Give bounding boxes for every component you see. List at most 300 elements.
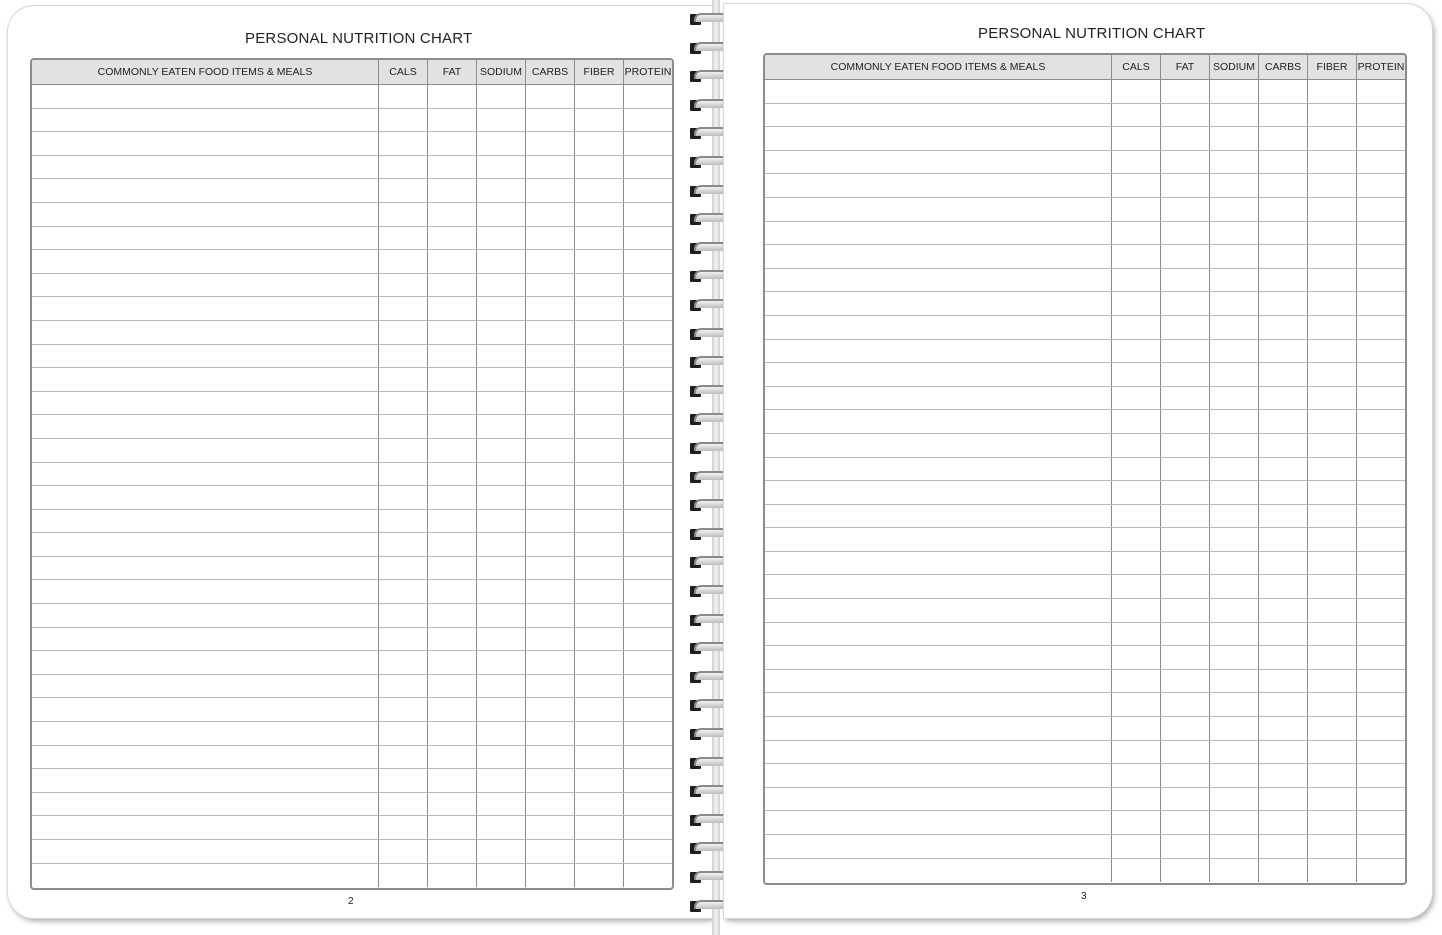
table-cell bbox=[765, 410, 1112, 433]
table-cell bbox=[1357, 646, 1405, 669]
table-cell bbox=[1210, 104, 1259, 127]
table-cell bbox=[1357, 859, 1405, 883]
table-cell bbox=[526, 392, 575, 415]
table-cell bbox=[1259, 741, 1308, 764]
table-cell bbox=[32, 628, 379, 651]
table-cell bbox=[1308, 222, 1357, 245]
table-cell bbox=[624, 816, 672, 839]
nutrition-table bbox=[763, 53, 1407, 885]
table-cell bbox=[1357, 198, 1405, 221]
table-row bbox=[32, 628, 672, 652]
table-cell bbox=[477, 368, 526, 391]
table-cell bbox=[428, 651, 477, 674]
table-cell bbox=[1210, 481, 1259, 504]
table-cell bbox=[477, 604, 526, 627]
table-cell bbox=[624, 722, 672, 745]
right-page bbox=[724, 4, 1432, 918]
table-cell bbox=[526, 864, 575, 888]
table-cell bbox=[1112, 528, 1161, 551]
table-row bbox=[32, 722, 672, 746]
column-header-fat: FAT bbox=[1161, 55, 1210, 79]
table-row bbox=[32, 746, 672, 770]
table-cell bbox=[32, 179, 379, 202]
table-cell bbox=[765, 387, 1112, 410]
table-cell bbox=[526, 203, 575, 226]
table-cell bbox=[575, 533, 624, 556]
table-cell bbox=[1161, 80, 1210, 103]
table-cell bbox=[526, 698, 575, 721]
table-cell bbox=[428, 392, 477, 415]
table-row bbox=[765, 458, 1405, 482]
table-cell bbox=[765, 788, 1112, 811]
table-cell bbox=[379, 109, 428, 132]
table-cell bbox=[526, 722, 575, 745]
table-cell bbox=[1112, 410, 1161, 433]
table-cell bbox=[1357, 316, 1405, 339]
table-cell bbox=[379, 722, 428, 745]
table-row bbox=[32, 368, 672, 392]
table-body bbox=[32, 85, 672, 888]
table-cell bbox=[1161, 269, 1210, 292]
table-cell bbox=[32, 250, 379, 273]
table-cell bbox=[1259, 245, 1308, 268]
table-cell bbox=[1112, 835, 1161, 858]
table-row bbox=[32, 793, 672, 817]
table-cell bbox=[624, 179, 672, 202]
page-number: 3 bbox=[1081, 891, 1087, 902]
table-cell bbox=[1161, 575, 1210, 598]
table-cell bbox=[1161, 811, 1210, 834]
table-row bbox=[765, 835, 1405, 859]
table-cell bbox=[1308, 717, 1357, 740]
table-cell bbox=[1210, 788, 1259, 811]
table-cell bbox=[1259, 575, 1308, 598]
table-cell bbox=[1112, 623, 1161, 646]
table-cell bbox=[1161, 292, 1210, 315]
table-cell bbox=[526, 486, 575, 509]
table-cell bbox=[428, 203, 477, 226]
table-body bbox=[765, 80, 1405, 883]
table-cell bbox=[379, 651, 428, 674]
table-cell bbox=[1308, 835, 1357, 858]
table-cell bbox=[428, 486, 477, 509]
table-cell bbox=[1259, 104, 1308, 127]
table-cell bbox=[1308, 410, 1357, 433]
table-cell bbox=[624, 156, 672, 179]
table-cell bbox=[428, 274, 477, 297]
table-cell bbox=[477, 486, 526, 509]
table-cell bbox=[1210, 269, 1259, 292]
table-cell bbox=[32, 203, 379, 226]
table-cell bbox=[32, 392, 379, 415]
page-number: 2 bbox=[348, 896, 354, 907]
table-cell bbox=[1259, 693, 1308, 716]
table-cell bbox=[575, 85, 624, 108]
table-cell bbox=[379, 604, 428, 627]
table-cell bbox=[765, 269, 1112, 292]
table-cell bbox=[1210, 646, 1259, 669]
table-cell bbox=[765, 835, 1112, 858]
table-row bbox=[32, 533, 672, 557]
table-cell bbox=[1357, 458, 1405, 481]
table-cell bbox=[1357, 151, 1405, 174]
table-cell bbox=[1308, 623, 1357, 646]
table-row bbox=[765, 623, 1405, 647]
table-cell bbox=[1161, 316, 1210, 339]
table-cell bbox=[526, 769, 575, 792]
table-cell bbox=[1259, 552, 1308, 575]
table-cell bbox=[1308, 505, 1357, 528]
table-cell bbox=[575, 604, 624, 627]
table-cell bbox=[1210, 599, 1259, 622]
table-cell bbox=[1357, 127, 1405, 150]
table-cell bbox=[1259, 481, 1308, 504]
table-cell bbox=[1112, 198, 1161, 221]
table-cell bbox=[32, 368, 379, 391]
table-cell bbox=[1112, 434, 1161, 457]
table-cell bbox=[1259, 292, 1308, 315]
table-cell bbox=[428, 156, 477, 179]
table-cell bbox=[379, 698, 428, 721]
table-cell bbox=[1357, 387, 1405, 410]
table-cell bbox=[379, 533, 428, 556]
table-cell bbox=[1357, 505, 1405, 528]
table-cell bbox=[526, 580, 575, 603]
table-cell bbox=[1357, 811, 1405, 834]
table-cell bbox=[1259, 340, 1308, 363]
table-cell bbox=[624, 203, 672, 226]
table-row bbox=[765, 174, 1405, 198]
table-cell bbox=[1259, 222, 1308, 245]
table-cell bbox=[1112, 245, 1161, 268]
table-cell bbox=[765, 458, 1112, 481]
table-cell bbox=[428, 250, 477, 273]
table-cell bbox=[1161, 222, 1210, 245]
table-cell bbox=[526, 746, 575, 769]
table-cell bbox=[477, 109, 526, 132]
table-row bbox=[32, 769, 672, 793]
table-cell bbox=[477, 297, 526, 320]
table-row bbox=[765, 859, 1405, 883]
table-cell bbox=[428, 132, 477, 155]
table-row bbox=[765, 127, 1405, 151]
table-cell bbox=[379, 840, 428, 863]
table-cell bbox=[765, 481, 1112, 504]
table-row bbox=[32, 321, 672, 345]
table-cell bbox=[32, 769, 379, 792]
table-cell bbox=[1259, 717, 1308, 740]
table-cell bbox=[765, 127, 1112, 150]
table-cell bbox=[1210, 174, 1259, 197]
table-cell bbox=[428, 439, 477, 462]
table-cell bbox=[32, 816, 379, 839]
table-cell bbox=[1161, 599, 1210, 622]
table-cell bbox=[1161, 458, 1210, 481]
table-cell bbox=[1259, 174, 1308, 197]
table-cell bbox=[765, 222, 1112, 245]
table-row bbox=[32, 816, 672, 840]
table-cell bbox=[575, 793, 624, 816]
table-cell bbox=[1161, 505, 1210, 528]
table-row bbox=[765, 670, 1405, 694]
table-cell bbox=[526, 85, 575, 108]
table-cell bbox=[1308, 552, 1357, 575]
table-cell bbox=[1259, 670, 1308, 693]
table-cell bbox=[1210, 387, 1259, 410]
table-cell bbox=[379, 203, 428, 226]
table-cell bbox=[32, 510, 379, 533]
table-cell bbox=[1112, 127, 1161, 150]
table-cell bbox=[1308, 80, 1357, 103]
table-cell bbox=[765, 151, 1112, 174]
table-cell bbox=[1259, 316, 1308, 339]
table-cell bbox=[575, 227, 624, 250]
table-cell bbox=[575, 250, 624, 273]
table-cell bbox=[1210, 363, 1259, 386]
table-row bbox=[765, 363, 1405, 387]
table-cell bbox=[1210, 458, 1259, 481]
table-cell bbox=[477, 250, 526, 273]
table-cell bbox=[624, 864, 672, 888]
table-cell bbox=[1112, 174, 1161, 197]
table-cell bbox=[428, 722, 477, 745]
table-cell bbox=[575, 840, 624, 863]
table-cell bbox=[575, 132, 624, 155]
table-row bbox=[32, 698, 672, 722]
table-cell bbox=[575, 864, 624, 888]
table-cell bbox=[1357, 222, 1405, 245]
table-cell bbox=[428, 580, 477, 603]
table-cell bbox=[477, 698, 526, 721]
table-row bbox=[32, 274, 672, 298]
table-cell bbox=[765, 198, 1112, 221]
table-cell bbox=[1112, 717, 1161, 740]
table-cell bbox=[1308, 528, 1357, 551]
table-row bbox=[32, 580, 672, 604]
table-cell bbox=[1308, 458, 1357, 481]
table-cell bbox=[379, 580, 428, 603]
table-cell bbox=[1161, 835, 1210, 858]
table-cell bbox=[1259, 410, 1308, 433]
table-cell bbox=[575, 392, 624, 415]
table-cell bbox=[1161, 245, 1210, 268]
table-cell bbox=[477, 392, 526, 415]
table-cell bbox=[1259, 646, 1308, 669]
table-row bbox=[32, 463, 672, 487]
table-cell bbox=[575, 439, 624, 462]
table-cell bbox=[1112, 811, 1161, 834]
table-cell bbox=[1112, 646, 1161, 669]
table-cell bbox=[575, 415, 624, 438]
table-cell bbox=[624, 321, 672, 344]
table-cell bbox=[1308, 481, 1357, 504]
table-cell bbox=[1112, 222, 1161, 245]
table-cell bbox=[1161, 127, 1210, 150]
table-cell bbox=[1357, 104, 1405, 127]
table-cell bbox=[477, 675, 526, 698]
table-cell bbox=[1210, 316, 1259, 339]
table-cell bbox=[526, 510, 575, 533]
table-cell bbox=[477, 746, 526, 769]
table-row bbox=[765, 788, 1405, 812]
table-cell bbox=[428, 864, 477, 888]
table-cell bbox=[526, 533, 575, 556]
table-cell bbox=[1308, 151, 1357, 174]
table-cell bbox=[1259, 127, 1308, 150]
table-row bbox=[765, 646, 1405, 670]
table-cell bbox=[1161, 717, 1210, 740]
table-cell bbox=[624, 769, 672, 792]
table-cell bbox=[428, 227, 477, 250]
table-cell bbox=[477, 864, 526, 888]
table-cell bbox=[765, 245, 1112, 268]
table-cell bbox=[765, 741, 1112, 764]
table-cell bbox=[1210, 127, 1259, 150]
table-cell bbox=[526, 321, 575, 344]
table-cell bbox=[526, 345, 575, 368]
table-cell bbox=[1210, 151, 1259, 174]
table-cell bbox=[32, 297, 379, 320]
table-cell bbox=[32, 109, 379, 132]
table-cell bbox=[32, 580, 379, 603]
table-cell bbox=[428, 793, 477, 816]
table-row bbox=[32, 156, 672, 180]
table-cell bbox=[379, 156, 428, 179]
table-cell bbox=[575, 651, 624, 674]
table-cell bbox=[1357, 340, 1405, 363]
table-cell bbox=[1112, 788, 1161, 811]
table-cell bbox=[32, 439, 379, 462]
table-cell bbox=[1210, 198, 1259, 221]
table-cell bbox=[624, 510, 672, 533]
table-cell bbox=[477, 439, 526, 462]
column-header-fiber: FIBER bbox=[1308, 55, 1357, 79]
table-cell bbox=[477, 156, 526, 179]
table-cell bbox=[1357, 481, 1405, 504]
table-cell bbox=[1210, 245, 1259, 268]
table-cell bbox=[477, 321, 526, 344]
table-row bbox=[765, 811, 1405, 835]
table-cell bbox=[1259, 434, 1308, 457]
table-cell bbox=[32, 840, 379, 863]
table-cell bbox=[477, 85, 526, 108]
table-cell bbox=[1210, 528, 1259, 551]
table-cell bbox=[428, 746, 477, 769]
table-row bbox=[765, 693, 1405, 717]
table-cell bbox=[428, 816, 477, 839]
table-cell bbox=[1112, 269, 1161, 292]
table-row bbox=[32, 510, 672, 534]
table-cell bbox=[765, 80, 1112, 103]
column-header-cals: CALS bbox=[1112, 55, 1161, 79]
table-cell bbox=[1161, 151, 1210, 174]
table-cell bbox=[428, 415, 477, 438]
table-cell bbox=[575, 557, 624, 580]
table-cell bbox=[1161, 859, 1210, 883]
table-cell bbox=[624, 675, 672, 698]
table-cell bbox=[1210, 717, 1259, 740]
table-cell bbox=[32, 557, 379, 580]
table-row bbox=[32, 651, 672, 675]
table-cell bbox=[575, 698, 624, 721]
table-row bbox=[765, 552, 1405, 576]
column-header-food-items: COMMONLY EATEN FOOD ITEMS & MEALS bbox=[765, 55, 1112, 79]
table-cell bbox=[1112, 481, 1161, 504]
table-cell bbox=[32, 675, 379, 698]
table-cell bbox=[1308, 741, 1357, 764]
table-cell bbox=[1308, 104, 1357, 127]
table-cell bbox=[379, 746, 428, 769]
table-cell bbox=[1357, 528, 1405, 551]
table-cell bbox=[477, 793, 526, 816]
table-cell bbox=[526, 156, 575, 179]
table-cell bbox=[1210, 693, 1259, 716]
table-row bbox=[32, 486, 672, 510]
table-cell bbox=[575, 675, 624, 698]
table-cell bbox=[1357, 245, 1405, 268]
table-cell bbox=[32, 722, 379, 745]
table-cell bbox=[1259, 811, 1308, 834]
table-cell bbox=[624, 439, 672, 462]
table-cell bbox=[477, 580, 526, 603]
table-cell bbox=[477, 415, 526, 438]
table-cell bbox=[575, 580, 624, 603]
table-cell bbox=[1357, 363, 1405, 386]
table-cell bbox=[624, 274, 672, 297]
table-cell bbox=[1161, 646, 1210, 669]
table-cell bbox=[1357, 552, 1405, 575]
table-cell bbox=[1308, 788, 1357, 811]
column-header-carbs: CARBS bbox=[526, 60, 575, 84]
table-row bbox=[765, 80, 1405, 104]
table-cell bbox=[526, 675, 575, 698]
table-cell bbox=[1259, 151, 1308, 174]
column-header-fat: FAT bbox=[428, 60, 477, 84]
table-cell bbox=[32, 864, 379, 888]
table-row bbox=[32, 297, 672, 321]
table-cell bbox=[477, 840, 526, 863]
table-row bbox=[765, 434, 1405, 458]
table-cell bbox=[526, 793, 575, 816]
column-header-food-items: COMMONLY EATEN FOOD ITEMS & MEALS bbox=[32, 60, 379, 84]
table-row bbox=[32, 864, 672, 888]
table-cell bbox=[379, 179, 428, 202]
table-cell bbox=[1357, 623, 1405, 646]
table-cell bbox=[32, 698, 379, 721]
column-header-protein: PROTEIN bbox=[624, 66, 672, 78]
table-cell bbox=[575, 463, 624, 486]
table-cell bbox=[1308, 316, 1357, 339]
table-cell bbox=[1259, 859, 1308, 883]
table-cell bbox=[1308, 387, 1357, 410]
table-cell bbox=[379, 345, 428, 368]
table-cell bbox=[1357, 174, 1405, 197]
table-cell bbox=[477, 227, 526, 250]
table-cell bbox=[1259, 363, 1308, 386]
table-cell bbox=[1112, 599, 1161, 622]
table-cell bbox=[379, 864, 428, 888]
table-cell bbox=[765, 292, 1112, 315]
table-cell bbox=[624, 486, 672, 509]
table-row bbox=[765, 505, 1405, 529]
table-cell bbox=[526, 297, 575, 320]
table-cell bbox=[1308, 174, 1357, 197]
table-cell bbox=[477, 510, 526, 533]
table-cell bbox=[1112, 670, 1161, 693]
nutrition-table bbox=[30, 58, 674, 890]
table-cell bbox=[765, 623, 1112, 646]
table-cell bbox=[624, 345, 672, 368]
